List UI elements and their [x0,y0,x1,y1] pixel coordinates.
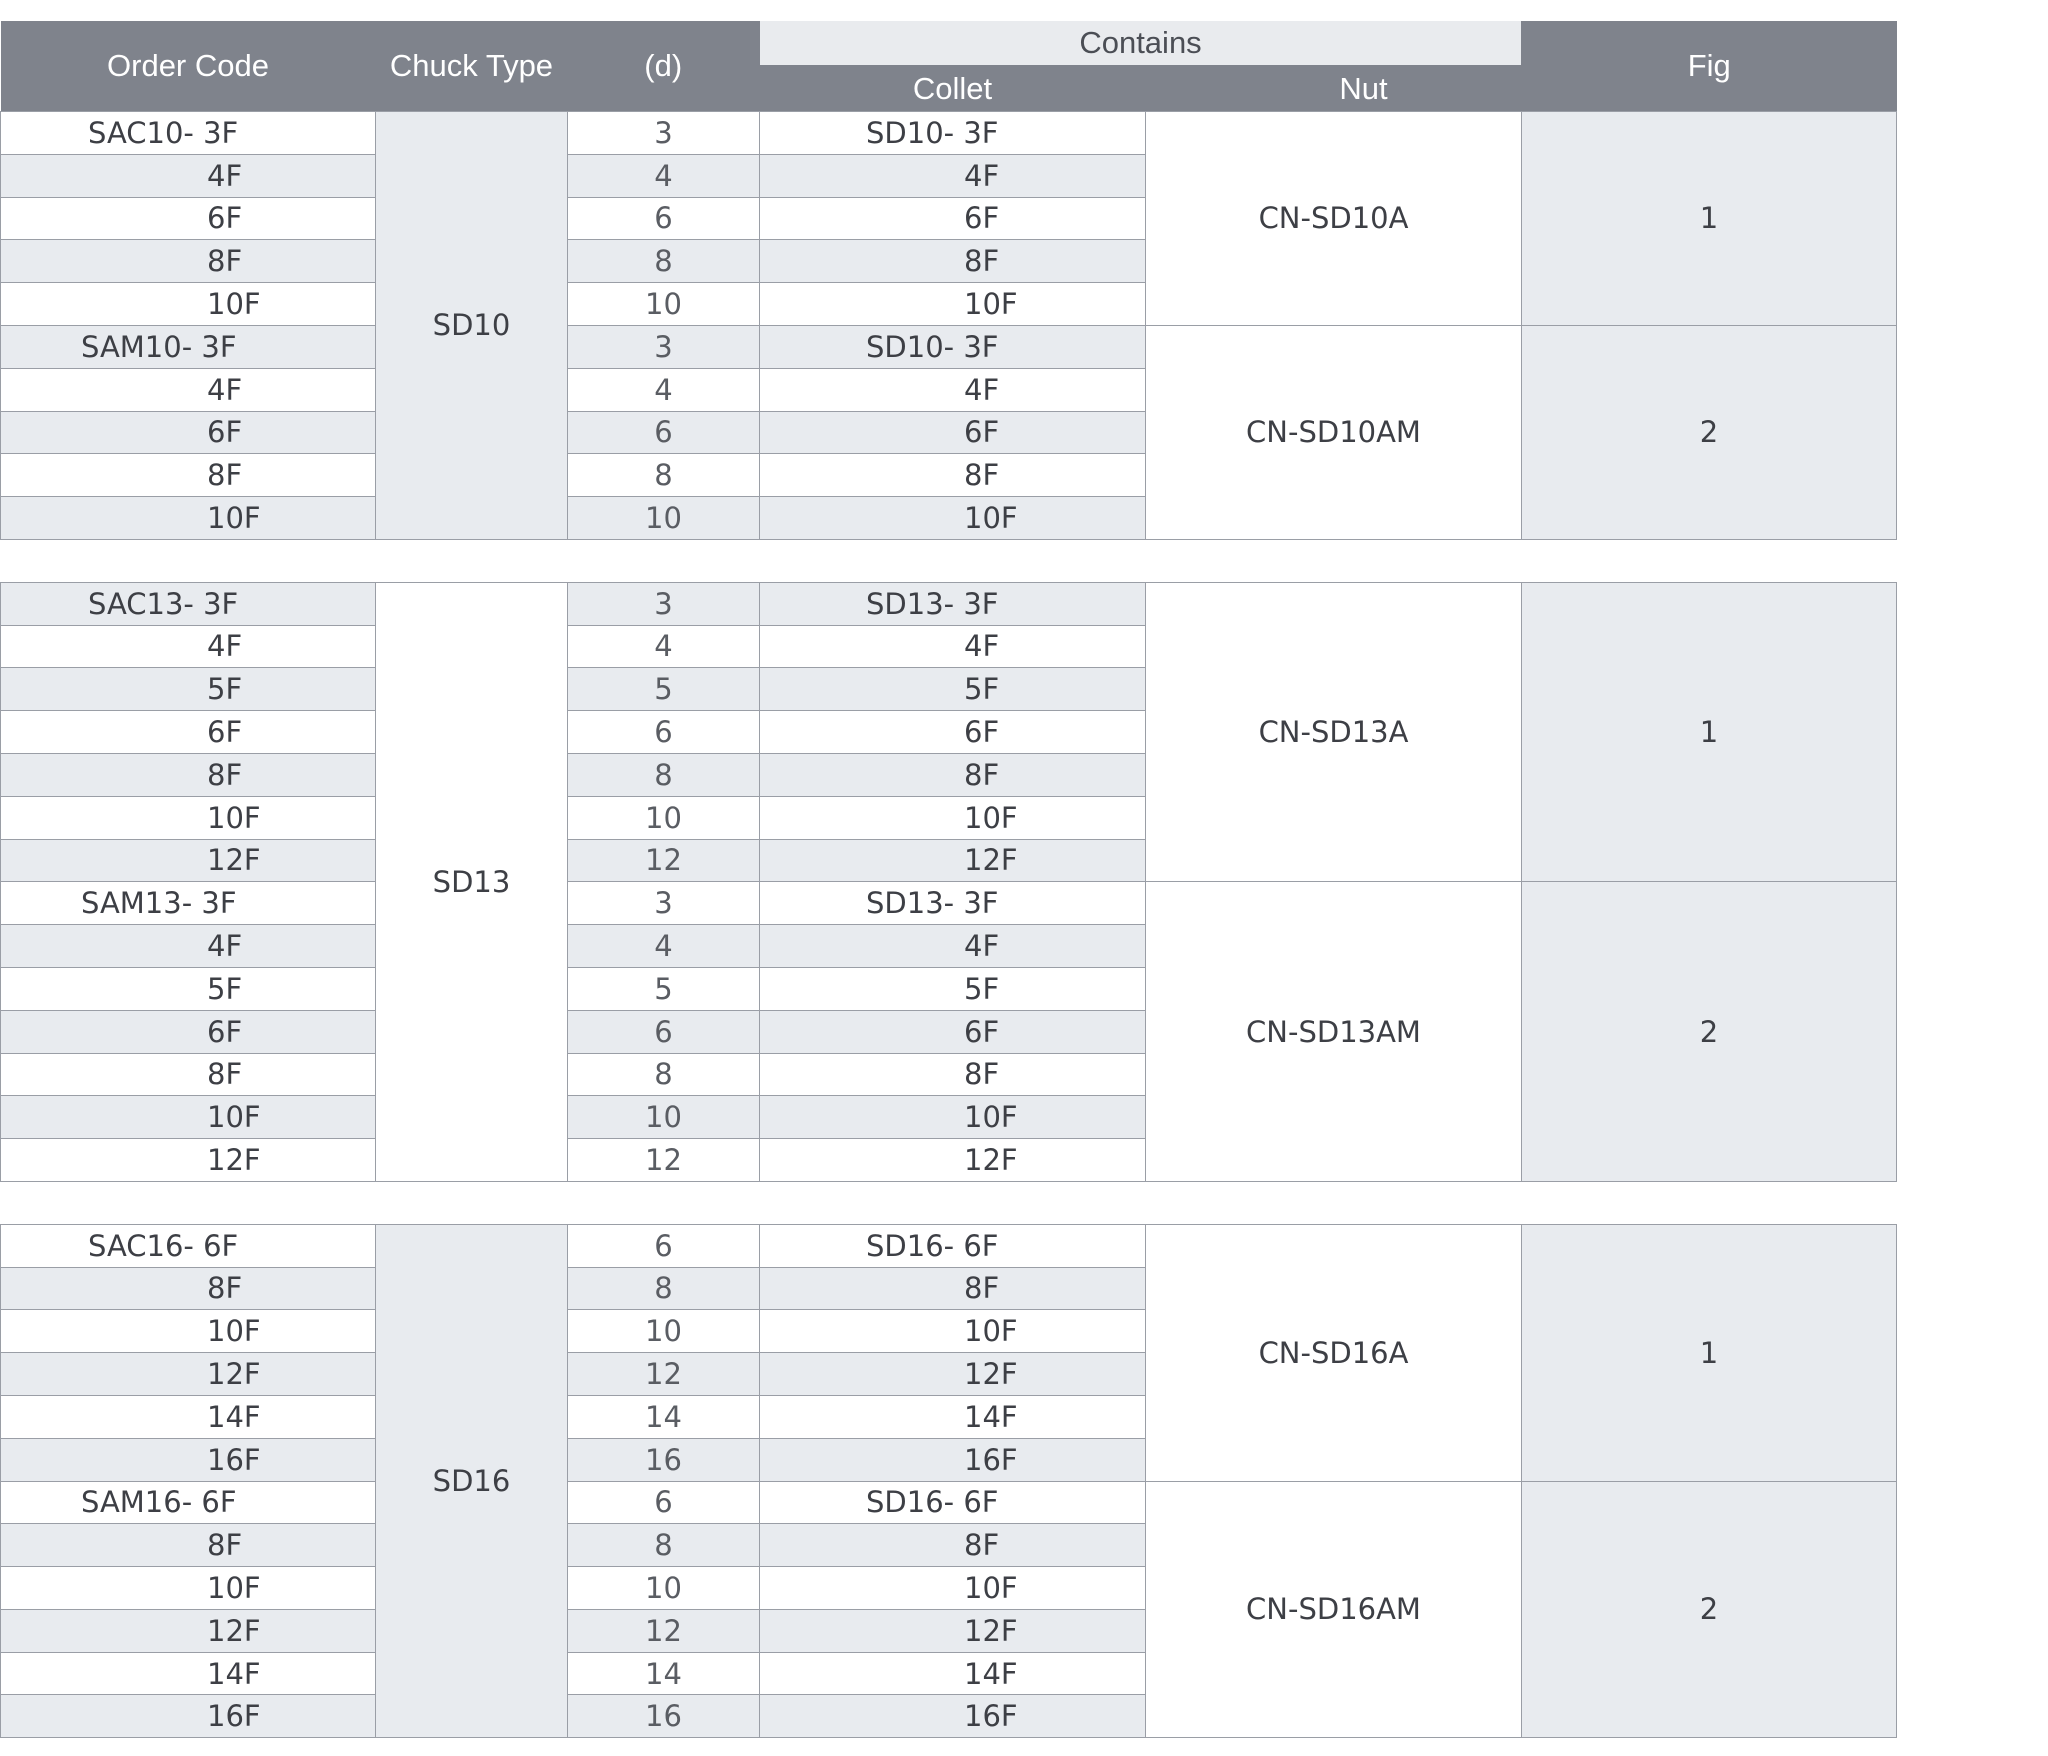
order-code-text: 14F [207,1399,261,1434]
diameter-cell: 4 [568,154,760,197]
order-code-text: SAC16- 6F [88,1228,239,1263]
collet-text: 4F [964,629,1000,664]
diameter-cell: 6 [568,197,760,240]
collet-cell [760,283,1146,326]
collet-cell [760,325,1146,368]
collet-text: 12F [964,843,1018,878]
collet-cell [760,1053,1146,1096]
collet-cell [760,882,1146,925]
order-code-cell [1,625,376,668]
order-code-cell [1,582,376,625]
order-code-cell [1,1395,376,1438]
collet-cell [760,967,1146,1010]
table-row [1,325,1897,368]
order-code-cell [1,1096,376,1139]
collet-text: 10F [964,1100,1018,1135]
nut-cell: CN-SD13A [1146,582,1522,882]
header-collet: Collet [760,66,1146,112]
order-code-text: 16F [207,1442,261,1477]
collet-cell [760,197,1146,240]
order-code-text: 4F [207,372,243,407]
diameter-cell: 16 [568,1438,760,1481]
order-code-cell [1,1567,376,1610]
fig-cell: 1 [1522,112,1897,326]
diameter-cell: 8 [568,1267,760,1310]
diameter-cell: 4 [568,925,760,968]
nut-cell: CN-SD16A [1146,1224,1522,1481]
order-code-cell [1,1310,376,1353]
collet-text: 12F [964,1613,1018,1648]
order-code-cell [1,283,376,326]
order-code-text: 10F [207,1100,261,1135]
collet-cell [760,668,1146,711]
collet-text: 4F [964,158,1000,193]
order-code-text: 12F [207,1143,261,1178]
order-code-text: 10F [207,1314,261,1349]
nut-cell: CN-SD10A [1146,112,1522,326]
header-order-code: Order Code [1,21,376,112]
collet-cell [760,411,1146,454]
order-code-cell [1,411,376,454]
diameter-cell: 4 [568,368,760,411]
order-code-cell [1,112,376,155]
collet-cell [760,454,1146,497]
order-code-text: 8F [207,1271,243,1306]
order-code-text: 12F [207,1357,261,1391]
order-code-cell [1,1010,376,1053]
table-header [1,21,1897,112]
nut-cell: CN-SD13AM [1146,882,1522,1182]
order-code-text: 10F [207,800,261,835]
order-code-cell [1,711,376,754]
order-code-text: 12F [207,843,261,878]
order-code-cell [1,1139,376,1182]
collet-text: 8F [964,1528,1000,1563]
order-code-text: 5F [207,672,243,707]
collet-text: 10F [964,501,1018,536]
collet-cell [760,796,1146,839]
group-spacer [1,539,1897,582]
collet-text: 8F [964,458,1000,493]
header-fig: Fig [1522,21,1897,112]
collet-cell [760,625,1146,668]
collet-text: 10F [964,1570,1018,1605]
diameter-cell: 3 [568,112,760,155]
order-code-text: 10F [207,287,261,322]
diameter-cell: 8 [568,1053,760,1096]
nut-cell: CN-SD10AM [1146,325,1522,539]
order-code-text: 10F [207,1570,261,1605]
order-code-cell [1,796,376,839]
order-code-text: 6F [207,1014,243,1049]
table-row [1,1224,1897,1267]
order-code-text: 14F [207,1656,261,1691]
diameter-cell: 8 [568,753,760,796]
collet-cell [760,1353,1146,1396]
order-code-cell [1,1353,376,1396]
fig-cell: 2 [1522,1481,1897,1738]
order-code-cell [1,882,376,925]
collet-cell [760,1438,1146,1481]
order-code-cell [1,925,376,968]
collet-text: SD13- 3F [866,886,999,921]
collet-cell [760,925,1146,968]
collet-cell [760,240,1146,283]
order-code-text: 8F [207,1057,243,1092]
diameter-cell: 6 [568,1010,760,1053]
collet-text: 8F [964,244,1000,279]
diameter-cell: 5 [568,668,760,711]
diameter-cell: 8 [568,454,760,497]
collet-text: 6F [964,1014,1000,1049]
order-code-text: SAC13- 3F [88,586,239,621]
diameter-cell: 10 [568,1567,760,1610]
collet-text: SD16- 6F [866,1228,999,1263]
group-spacer [1,1181,1897,1224]
diameter-cell: 12 [568,839,760,882]
header-chuck-type: Chuck Type [376,21,568,112]
diameter-cell: 4 [568,625,760,668]
collet-cell [760,1010,1146,1053]
diameter-cell: 3 [568,325,760,368]
order-code-cell [1,1652,376,1695]
diameter-cell: 6 [568,711,760,754]
chuck-order-table-container [0,21,1896,1738]
collet-cell [760,1481,1146,1524]
collet-text: 4F [964,372,1000,407]
fig-cell: 1 [1522,582,1897,882]
fig-cell: 1 [1522,1224,1897,1481]
collet-text: 5F [964,672,1000,707]
chuck-order-table [0,21,1897,1738]
diameter-cell: 10 [568,497,760,540]
order-code-cell [1,325,376,368]
order-code-cell [1,967,376,1010]
diameter-cell: 6 [568,411,760,454]
collet-cell [760,368,1146,411]
order-code-cell [1,497,376,540]
order-code-text: SAM16- 6F [81,1485,237,1520]
order-code-cell [1,1053,376,1096]
collet-cell [760,1652,1146,1695]
order-code-cell [1,753,376,796]
collet-cell [760,1139,1146,1182]
chuck-type-cell: SD13 [376,582,568,1181]
diameter-cell: 14 [568,1652,760,1695]
diameter-cell: 5 [568,967,760,1010]
diameter-cell: 12 [568,1353,760,1396]
order-code-text: 8F [207,458,243,493]
collet-text: 6F [964,715,1000,750]
group-spacer-cell [1,539,1897,582]
order-code-cell [1,1481,376,1524]
diameter-cell: 12 [568,1139,760,1182]
group-spacer-cell [1,1181,1897,1224]
collet-text: 8F [964,1271,1000,1306]
order-code-text: 8F [207,1528,243,1563]
diameter-cell: 10 [568,1096,760,1139]
collet-text: 10F [964,800,1018,835]
order-code-cell [1,154,376,197]
table-row [1,582,1897,625]
table-row [1,1481,1897,1524]
fig-cell: 2 [1522,325,1897,539]
diameter-cell: 6 [568,1224,760,1267]
collet-text: SD13- 3F [866,586,999,621]
collet-cell [760,1567,1146,1610]
order-code-cell [1,1524,376,1567]
collet-cell [760,1524,1146,1567]
diameter-cell: 3 [568,582,760,625]
collet-cell [760,1224,1146,1267]
collet-cell [760,1609,1146,1652]
order-code-cell [1,197,376,240]
collet-text: 16F [964,1699,1018,1734]
chuck-type-cell: SD16 [376,1224,568,1738]
collet-cell [760,839,1146,882]
collet-cell [760,1267,1146,1310]
order-code-text: 6F [207,201,243,236]
diameter-cell: 10 [568,796,760,839]
order-code-cell [1,668,376,711]
order-code-text: 6F [207,715,243,750]
collet-text: 12F [964,1357,1018,1391]
order-code-text: SAC10- 3F [88,115,239,150]
collet-text: 4F [964,929,1000,964]
header-diameter: (d) [568,21,760,112]
diameter-cell: 3 [568,882,760,925]
collet-text: 10F [964,1314,1018,1349]
order-code-text: 6F [207,415,243,450]
order-code-cell [1,839,376,882]
table-row [1,882,1897,925]
collet-text: 6F [964,201,1000,236]
diameter-cell: 8 [568,1524,760,1567]
collet-cell [760,711,1146,754]
order-code-text: SAM13- 3F [81,886,237,921]
order-code-text: 5F [207,971,243,1006]
table-row [1,112,1897,155]
order-code-cell [1,1695,376,1738]
collet-cell [760,1096,1146,1139]
collet-text: SD16- 6F [866,1485,999,1520]
order-code-text: 10F [207,501,261,536]
diameter-cell: 10 [568,1310,760,1353]
order-code-text: 16F [207,1699,261,1734]
order-code-cell [1,1438,376,1481]
collet-text: 14F [964,1399,1018,1434]
order-code-text: 4F [207,929,243,964]
collet-text: SD10- 3F [866,329,999,364]
fig-cell: 2 [1522,882,1897,1182]
order-code-text: 8F [207,757,243,792]
collet-text: 8F [964,1057,1000,1092]
order-code-cell [1,240,376,283]
collet-cell [760,753,1146,796]
order-code-text: 4F [207,629,243,664]
collet-text: 14F [964,1656,1018,1691]
chuck-type-cell: SD10 [376,112,568,540]
diameter-cell: 6 [568,1481,760,1524]
order-code-text: 4F [207,158,243,193]
diameter-cell: 14 [568,1395,760,1438]
diameter-cell: 12 [568,1609,760,1652]
diameter-cell: 8 [568,240,760,283]
collet-text: SD10- 3F [866,115,999,150]
collet-text: 10F [964,287,1018,322]
collet-cell [760,1395,1146,1438]
order-code-cell [1,1609,376,1652]
order-code-text: 8F [207,244,243,279]
order-code-text: 12F [207,1613,261,1648]
collet-text: 6F [964,415,1000,450]
header-nut: Nut [1146,66,1522,112]
order-code-cell [1,1267,376,1310]
table-body [1,112,1897,1738]
order-code-text: SAM10- 3F [81,329,237,364]
collet-text: 16F [964,1442,1018,1477]
collet-cell [760,1695,1146,1738]
collet-text: 8F [964,757,1000,792]
collet-cell [760,582,1146,625]
collet-cell [760,112,1146,155]
diameter-cell: 10 [568,283,760,326]
header-contains: Contains [760,21,1522,66]
collet-cell [760,497,1146,540]
collet-text: 5F [964,971,1000,1006]
collet-cell [760,154,1146,197]
collet-cell [760,1310,1146,1353]
order-code-cell [1,454,376,497]
nut-cell: CN-SD16AM [1146,1481,1522,1738]
order-code-cell [1,1224,376,1267]
collet-text: 12F [964,1143,1018,1178]
diameter-cell: 16 [568,1695,760,1738]
order-code-cell [1,368,376,411]
